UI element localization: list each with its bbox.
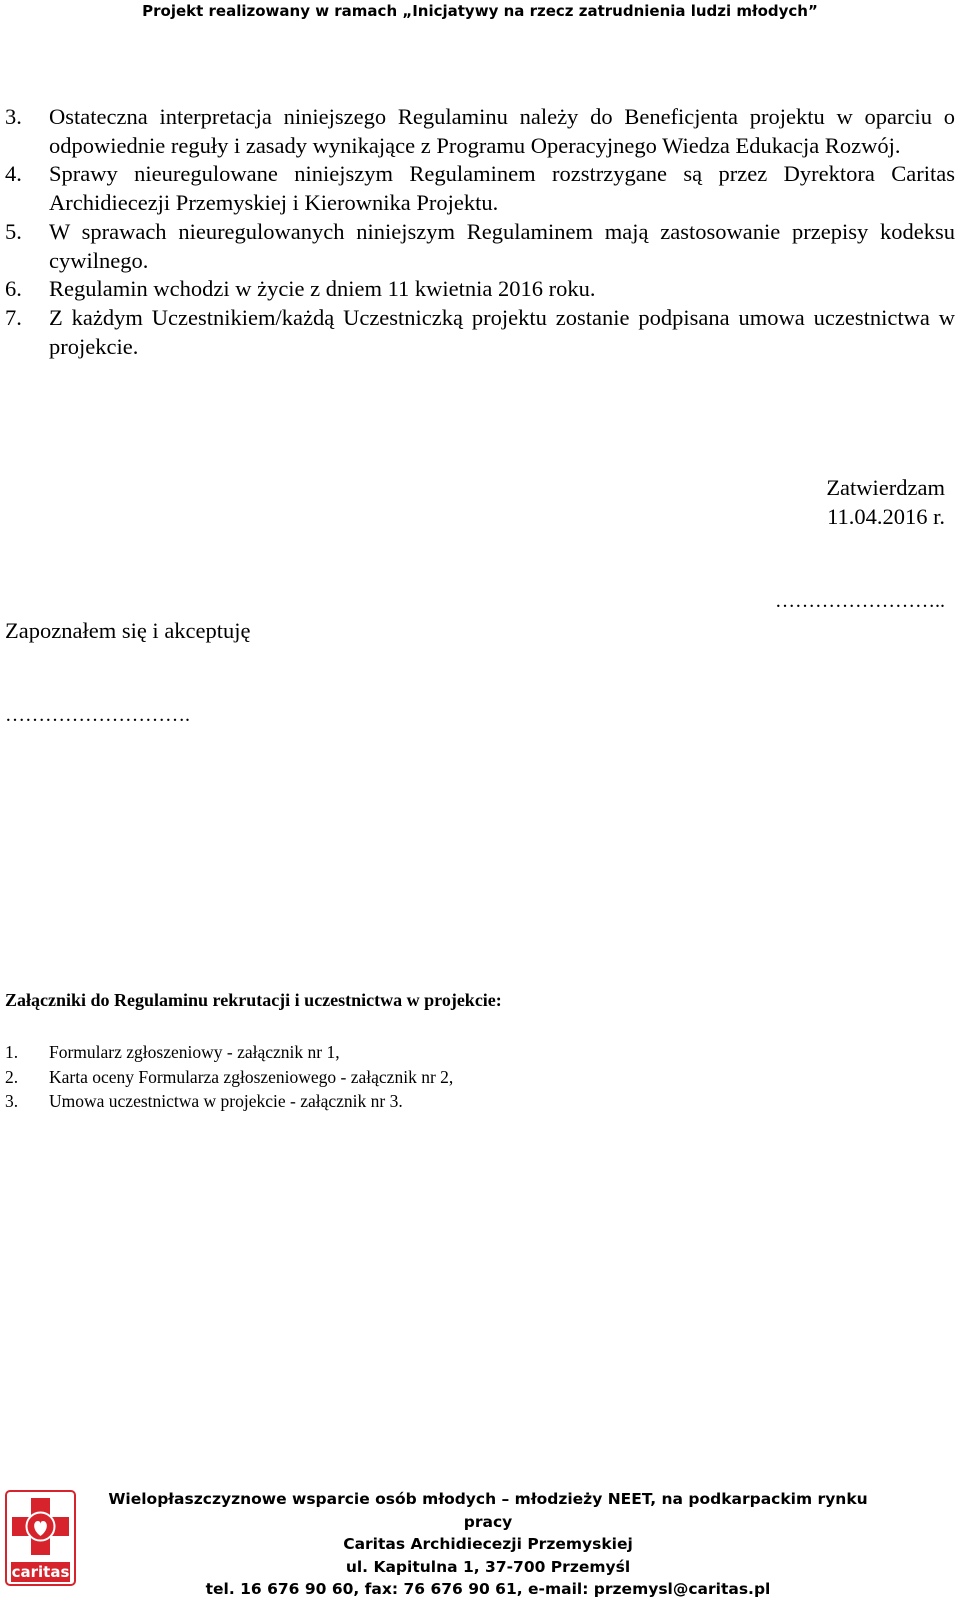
list-item (5, 1065, 453, 1090)
list-item (5, 1040, 453, 1065)
footer-contact: tel. 16 676 90 60, fax: 76 676 90 61, e-mail: przemysl@caritas.pl (205, 1580, 771, 1598)
list-item (5, 1089, 453, 1114)
list-item (5, 304, 955, 361)
attachments-list (5, 1040, 453, 1114)
approval-label: Zatwierdzam (826, 475, 945, 500)
list-item (5, 103, 955, 160)
footer-organization: Caritas Archidiecezji Przemyskiej (343, 1535, 633, 1553)
item-text: Ostateczna interpretacja niniejszego Regulaminu należy do Beneficjenta projektu w oparciu o odpowiednie reguły i zasady wynikające z Programu Operacyjnego Wiedza Edukacja Rozwój. (49, 104, 955, 158)
approval-signature-line: …………………….. (775, 590, 945, 612)
item-text: Umowa uczestnictwa w projekcie - załącznik nr 3. (49, 1091, 403, 1111)
footer-project-name: Wielopłaszczyznowe wsparcie osób młodych – młodzieży NEET, na podkarpackim rynku pracy (108, 1490, 868, 1531)
item-text: Formularz zgłoszeniowy - załącznik nr 1, (49, 1042, 340, 1062)
page-header: Projekt realizowany w ramach „Inicjatywy na rzecz zatrudnienia ludzi młodych” (142, 2, 818, 20)
item-number: 1. (5, 1042, 19, 1062)
item-text: Sprawy nieuregulowane niniejszym Regulaminem rozstrzygane są przez Dyrektora Caritas Archidiecezji Przemyskiej i Kierownika Projektu. (49, 161, 955, 216)
list-item (5, 160, 955, 217)
item-number: 3. (5, 104, 22, 129)
footer-text (88, 1488, 888, 1601)
item-text: Regulamin wchodzi w życie z dniem 11 kwietnia 2016 roku. (49, 276, 596, 302)
item-text: W sprawach nieuregulowanych niniejszym Regulaminem mają zastosowanie przepisy kodeksu cywilnego. (49, 218, 955, 273)
approval-block (826, 474, 945, 531)
acceptance-label: Zapoznałem się i akceptuję (5, 618, 251, 643)
caritas-logo (5, 1490, 76, 1586)
caritas-logo-text: caritas (11, 1563, 70, 1581)
list-item (5, 218, 955, 275)
attachments-heading: Załączniki do Regulaminu rekrutacji i uczestnictwa w projekcie: (5, 990, 502, 1010)
item-number: 4. (5, 161, 22, 187)
provisions-list (5, 103, 955, 361)
item-number: 7. (5, 304, 22, 330)
page-footer (0, 1488, 960, 1598)
approval-date: 11.04.2016 r. (827, 503, 945, 529)
item-number: 5. (5, 218, 22, 244)
item-text: Z każdym Uczestnikiem/każdą Uczestniczką projektu zostanie podpisana umowa uczestnictwa w projekcie. (49, 304, 955, 359)
item-number: 2. (5, 1066, 19, 1087)
acceptance-signature-line: ………………………. (5, 704, 190, 726)
footer-address: ul. Kapitulna 1, 37-700 Przemyśl (345, 1557, 631, 1576)
item-number: 6. (5, 276, 22, 302)
item-number: 3. (5, 1091, 19, 1111)
item-text: Karta oceny Formularza zgłoszeniowego - załącznik nr 2, (49, 1066, 454, 1087)
list-item (5, 275, 955, 304)
